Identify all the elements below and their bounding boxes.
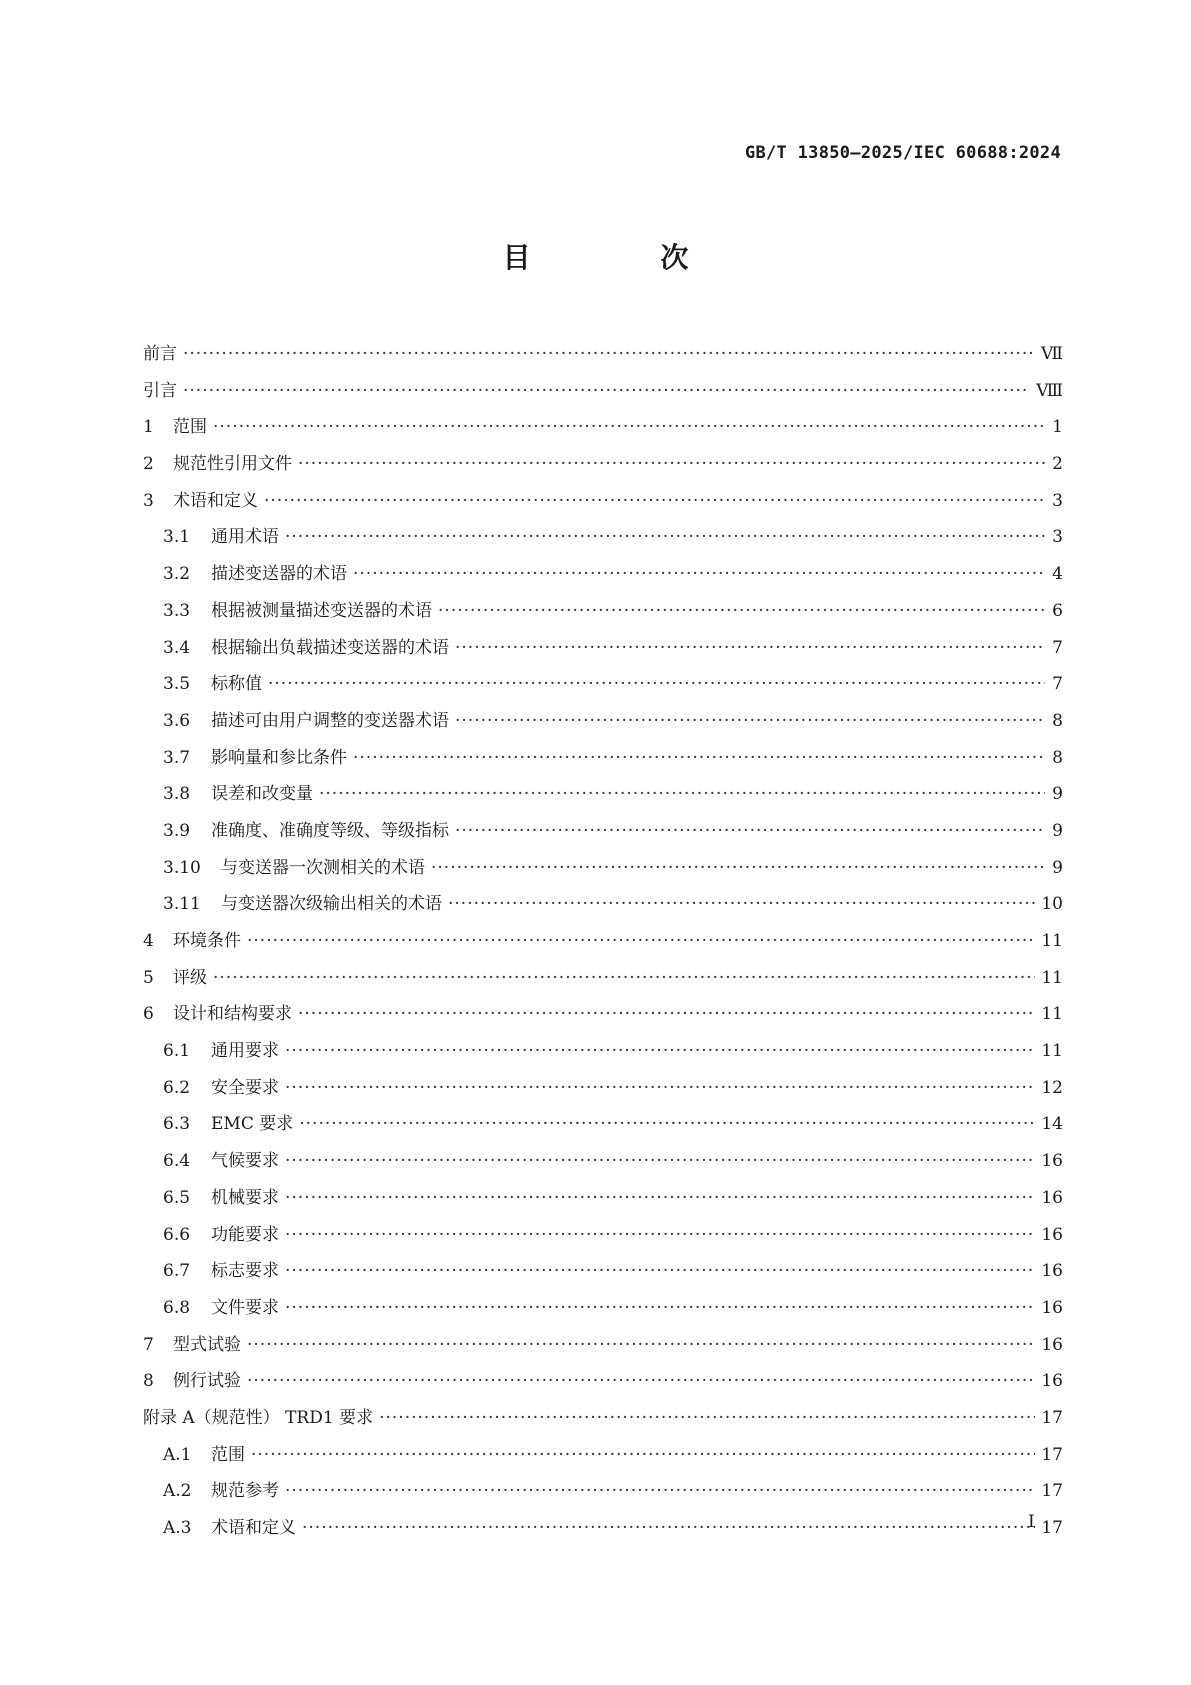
- toc-entry-page: 11: [1041, 931, 1063, 951]
- toc-entry-number: 3.9: [163, 820, 191, 841]
- toc-entry-title: 气候要求: [211, 1151, 279, 1172]
- toc-entry-title: 安全要求: [211, 1077, 279, 1098]
- toc-entry-page: 16: [1041, 1261, 1063, 1282]
- toc-entry-page: 16: [1041, 1224, 1063, 1245]
- toc-entry-number: 3.4: [163, 637, 191, 658]
- toc-entry-title: 文件要求: [211, 1297, 279, 1318]
- toc-dot-leader: [183, 381, 1030, 401]
- toc-dot-leader: [285, 1041, 1035, 1061]
- toc-entry-title: 功能要求: [211, 1224, 279, 1245]
- toc-entry[interactable]: [143, 1146, 1063, 1183]
- toc-entry[interactable]: [143, 706, 1063, 743]
- toc-entry-title: 环境条件: [173, 931, 241, 951]
- toc-entry-number: 3.11: [163, 894, 201, 915]
- toc-dot-leader: [298, 454, 1045, 474]
- toc-entry-title: 附录 A（规范性） TRD1 要求: [143, 1407, 374, 1428]
- toc-entry-page: Ⅶ: [1041, 344, 1063, 364]
- toc-dot-leader: [285, 1225, 1035, 1245]
- toc-entry-number: 6.4: [163, 1151, 191, 1172]
- toc-dot-leader: [213, 417, 1045, 437]
- toc-entry[interactable]: [143, 1476, 1063, 1513]
- toc-entry-page: 11: [1041, 1041, 1063, 1062]
- toc-entry-title: 标志要求: [211, 1261, 279, 1282]
- toc-dot-leader: [319, 784, 1045, 804]
- toc-dot-leader: [213, 968, 1035, 988]
- toc-entry-title: 描述变送器的术语: [211, 564, 347, 585]
- toc-entry-title: 与变送器次级输出相关的术语: [221, 894, 442, 915]
- toc-entry-number: 6: [143, 1004, 154, 1025]
- page-number: Ⅰ: [1028, 1512, 1035, 1532]
- toc-dot-leader: [285, 1298, 1035, 1318]
- toc-entry-number: 6.2: [163, 1077, 191, 1098]
- toc-entry-page: 8: [1052, 747, 1063, 768]
- toc-dot-leader: [251, 1445, 1035, 1465]
- toc-entry-page: 16: [1041, 1371, 1063, 1392]
- toc-entry-page: 11: [1041, 967, 1063, 988]
- toc-entry[interactable]: [143, 816, 1063, 853]
- toc-dot-leader: [298, 1004, 1035, 1024]
- toc-entry-number: 3.3: [163, 600, 191, 621]
- toc-entry[interactable]: [143, 522, 1063, 559]
- toc-entry-number: 3.7: [163, 747, 191, 768]
- toc-entry[interactable]: [143, 963, 1063, 1000]
- toc-entry-page: 4: [1052, 564, 1063, 585]
- toc-dot-leader: [264, 491, 1045, 511]
- toc-dot-leader: [353, 748, 1045, 768]
- toc-entry-number: A.2: [163, 1481, 192, 1502]
- toc-entry-title: 根据输出负载描述变送器的术语: [211, 637, 449, 658]
- toc-entry-page: 16: [1041, 1151, 1063, 1172]
- toc-entry-title: 与变送器一次测相关的术语: [221, 857, 425, 878]
- toc-entry-title: 标称值: [211, 674, 262, 695]
- toc-dot-leader: [183, 344, 1035, 364]
- toc-entry-page: 16: [1041, 1187, 1063, 1208]
- toc-dot-leader: [285, 1188, 1035, 1208]
- toc-entry-number: A.3: [163, 1518, 192, 1538]
- toc-entry-number: 5: [143, 967, 154, 988]
- toc-entry-page: 9: [1052, 820, 1063, 841]
- toc-entry-title: 规范性引用文件: [173, 454, 292, 475]
- toc-dot-leader: [285, 1078, 1035, 1098]
- toc-dot-leader: [353, 564, 1045, 584]
- toc-entry-title: 例行试验: [173, 1371, 241, 1392]
- toc-entry-number: 6.3: [163, 1114, 191, 1135]
- toc-entry-title: 机械要求: [211, 1187, 279, 1208]
- toc-entry-title: 术语和定义: [173, 490, 258, 511]
- toc-entry-page: 16: [1041, 1334, 1063, 1355]
- toc-entry[interactable]: [143, 1256, 1063, 1293]
- toc-entry[interactable]: [143, 376, 1063, 413]
- toc-entry-page: 7: [1052, 674, 1063, 695]
- toc-dot-leader: [438, 601, 1045, 621]
- toc-dot-leader: [285, 1151, 1035, 1171]
- toc-entry-title: 描述可由用户调整的变送器术语: [211, 710, 449, 731]
- toc-entry-title: 影响量和参比条件: [211, 747, 347, 768]
- toc-dot-leader: [285, 1481, 1035, 1501]
- toc-entry-title: 引言: [143, 380, 177, 401]
- toc-dot-leader: [285, 1261, 1035, 1281]
- toc-dot-leader: [247, 931, 1035, 951]
- toc-dot-leader: [455, 711, 1045, 731]
- toc-entry-title: 通用要求: [211, 1041, 279, 1062]
- toc-entry-page: 9: [1052, 857, 1063, 878]
- toc-entry[interactable]: [143, 1183, 1063, 1220]
- toc-entry-title: 根据被测量描述变送器的术语: [211, 600, 432, 621]
- toc-entry-page: 3: [1052, 527, 1063, 548]
- toc-entry[interactable]: [143, 412, 1063, 449]
- toc-entry-number: A.1: [163, 1444, 192, 1465]
- toc-entry-number: 6.1: [163, 1041, 191, 1062]
- toc-entry-page: 11: [1041, 1004, 1063, 1025]
- toc-entry-page: 16: [1041, 1297, 1063, 1318]
- toc-dot-leader: [431, 858, 1045, 878]
- toc-entry[interactable]: [143, 1293, 1063, 1330]
- toc-entry-title: 术语和定义: [211, 1518, 296, 1538]
- toc-entry-page: 17: [1041, 1518, 1063, 1538]
- toc-entry-number: 7: [143, 1334, 154, 1355]
- toc-entry-page: 12: [1041, 1077, 1063, 1098]
- toc-entry-number: 6.5: [163, 1187, 191, 1208]
- toc-dot-leader: [455, 638, 1045, 658]
- toc-dot-leader: [455, 821, 1045, 841]
- toc-dot-leader: [247, 1335, 1035, 1355]
- toc-entry[interactable]: [143, 1073, 1063, 1110]
- toc-entry-page: 1: [1052, 417, 1063, 438]
- toc-entry-title: 评级: [173, 967, 207, 988]
- toc-entry-page: 3: [1052, 490, 1063, 511]
- toc-entry-page: 17: [1041, 1444, 1063, 1465]
- toc-entry-title: 范围: [211, 1444, 245, 1465]
- toc-entry[interactable]: [143, 339, 1063, 376]
- toc-entry-title: 设计和结构要求: [173, 1004, 292, 1025]
- toc-entry[interactable]: [143, 1403, 1063, 1440]
- toc-entry[interactable]: [143, 1366, 1063, 1403]
- toc-entry[interactable]: [143, 1440, 1063, 1477]
- toc-entry[interactable]: [143, 486, 1063, 523]
- toc-entry-title: 通用术语: [211, 527, 279, 548]
- page-title: 目 次: [502, 241, 749, 274]
- toc-entry-title: 规范参考: [211, 1481, 279, 1502]
- toc-entry-title: 误差和改变量: [211, 784, 313, 805]
- toc-entry[interactable]: [143, 1220, 1063, 1257]
- toc-dot-leader: [299, 1114, 1035, 1134]
- toc-entry[interactable]: [143, 559, 1063, 596]
- toc-entry-number: 6.6: [163, 1224, 191, 1245]
- toc-entry-number: 3: [143, 490, 154, 511]
- toc-entry[interactable]: [143, 1330, 1063, 1367]
- toc-entry-number: 3.8: [163, 784, 191, 805]
- toc-entry-page: 17: [1041, 1481, 1063, 1502]
- toc-entry-page: 14: [1041, 1114, 1063, 1135]
- toc-entry-number: 6.8: [163, 1297, 191, 1318]
- toc-entry-title: EMC 要求: [211, 1114, 294, 1135]
- toc-entry[interactable]: [143, 743, 1063, 780]
- toc-dot-leader: [247, 1371, 1035, 1391]
- toc-entry-number: 1: [143, 417, 154, 438]
- toc-entry-number: 3.6: [163, 710, 191, 731]
- toc-entry-page: 9: [1052, 784, 1063, 805]
- toc-entry-page: 6: [1052, 600, 1063, 621]
- toc-entry-number: 3.5: [163, 674, 191, 695]
- toc-entry-page: 10: [1041, 894, 1063, 915]
- toc-entry-number: 3.1: [163, 527, 191, 548]
- toc-entry-number: 3.10: [163, 857, 201, 878]
- toc-entry-page: 2: [1052, 454, 1063, 475]
- toc-entry-page: 7: [1052, 637, 1063, 658]
- toc-entry[interactable]: [143, 779, 1063, 816]
- toc-entry-page: 8: [1052, 710, 1063, 731]
- toc-dot-leader: [285, 527, 1045, 547]
- toc-entry[interactable]: [143, 1036, 1063, 1073]
- toc-entry-number: 4: [143, 931, 154, 951]
- toc-entry[interactable]: [143, 853, 1063, 890]
- toc-entry-number: 3.2: [163, 564, 191, 585]
- toc-dot-leader: [379, 1408, 1035, 1428]
- toc-entry[interactable]: [143, 596, 1063, 633]
- toc-entry[interactable]: [143, 1109, 1063, 1146]
- toc-dot-leader: [302, 1518, 1035, 1538]
- toc-entry[interactable]: [143, 1513, 1063, 1550]
- toc-entry[interactable]: [143, 889, 1063, 926]
- toc-entry[interactable]: [143, 999, 1063, 1036]
- toc-entry-number: 6.7: [163, 1261, 191, 1282]
- toc-entry-page: 17: [1041, 1407, 1063, 1428]
- toc-dot-leader: [268, 674, 1045, 694]
- toc-entry[interactable]: [143, 449, 1063, 486]
- toc-entry-title: 型式试验: [173, 1334, 241, 1355]
- toc-entry[interactable]: [143, 669, 1063, 706]
- toc-entry-title: 范围: [173, 417, 207, 438]
- toc-entry-page: Ⅷ: [1036, 380, 1063, 401]
- standard-code: GB/T 13850—2025/IEC 60688:2024: [744, 143, 1061, 163]
- toc-entry-number: 8: [143, 1371, 154, 1392]
- toc-dot-leader: [448, 894, 1035, 914]
- toc-entry-number: 2: [143, 454, 154, 475]
- toc-entry-title: 准确度、准确度等级、等级指标: [211, 820, 449, 841]
- toc-entry[interactable]: [143, 633, 1063, 670]
- toc-entry[interactable]: [143, 926, 1063, 963]
- toc-entry-title: 前言: [143, 344, 177, 364]
- table-of-contents: [143, 339, 1063, 1550]
